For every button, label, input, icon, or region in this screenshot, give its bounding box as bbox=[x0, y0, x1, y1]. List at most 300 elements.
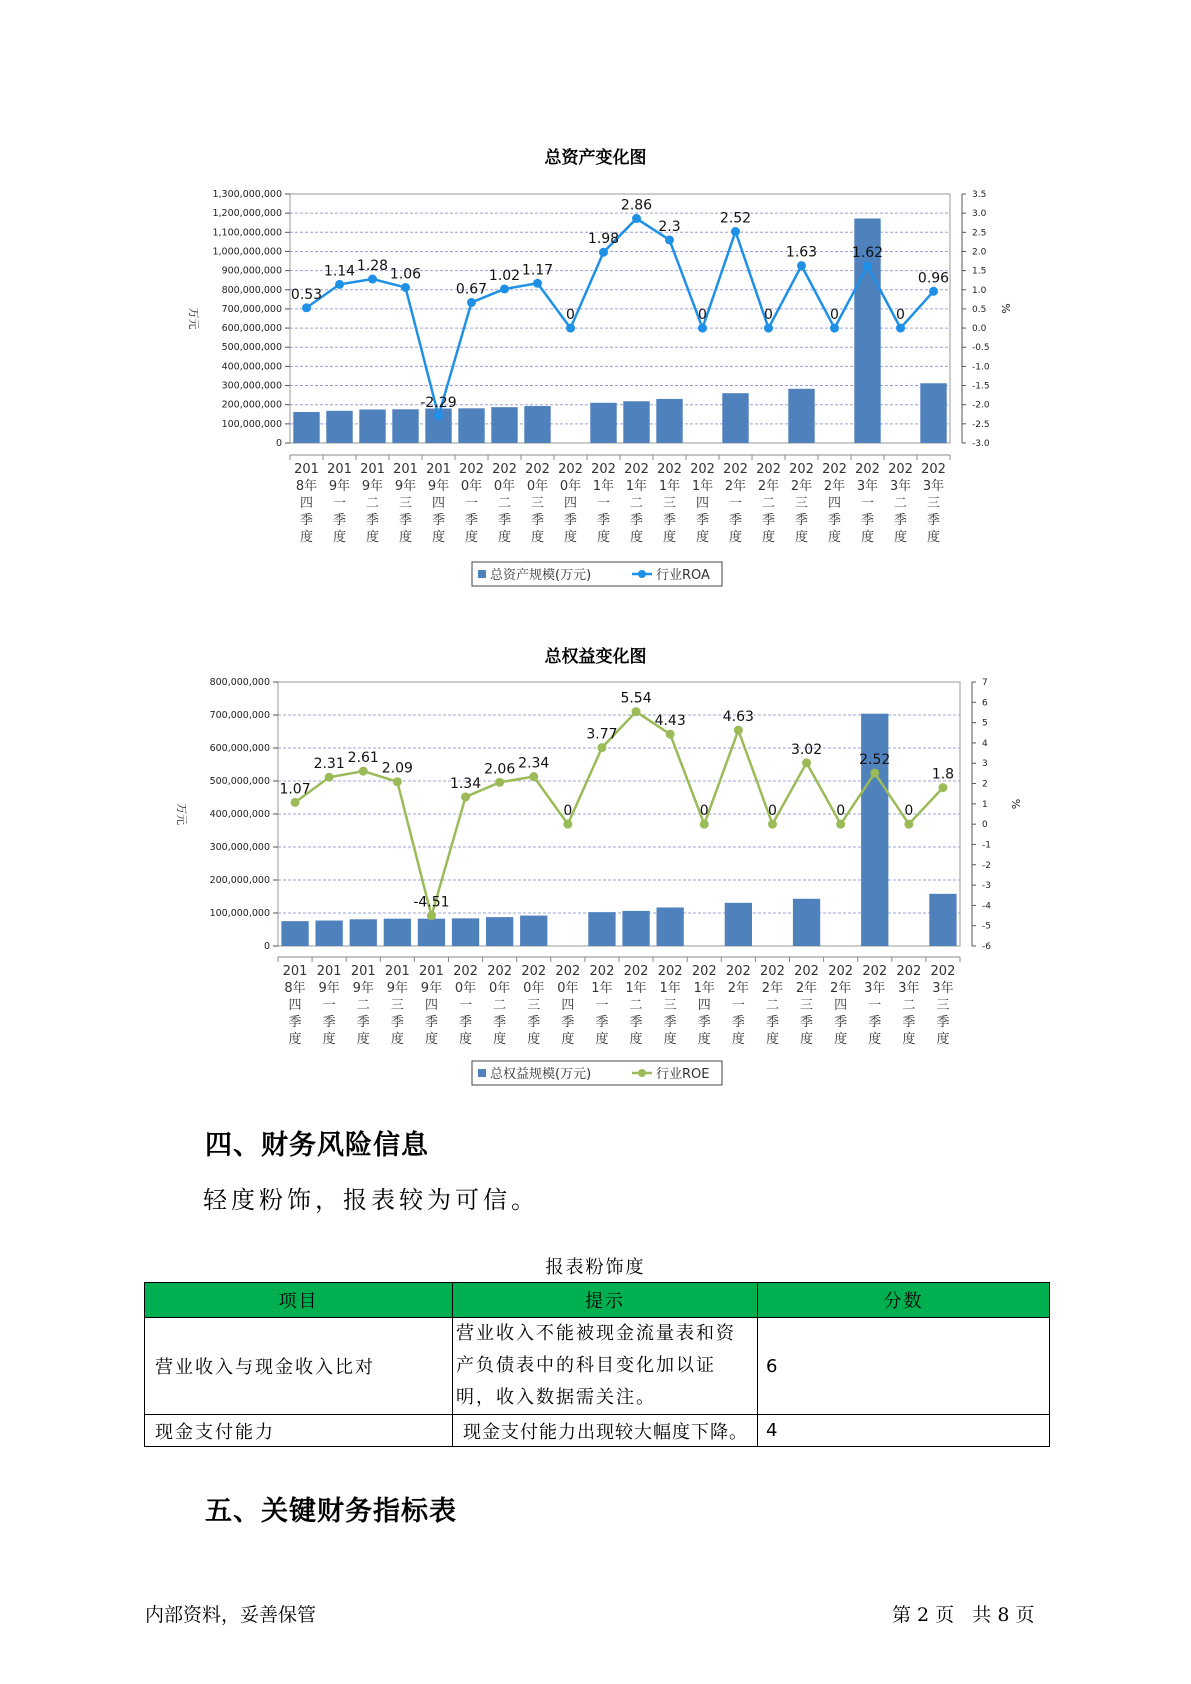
x-tick-label-line: 度 bbox=[424, 1032, 438, 1047]
y2-tick-label: 1.5 bbox=[972, 266, 987, 277]
bar bbox=[316, 921, 343, 946]
x-tick-label bbox=[590, 964, 615, 1047]
x-tick-label-line: 202 bbox=[888, 462, 913, 477]
x-tick-label-line: 季 bbox=[398, 513, 413, 528]
legend-bar-label: 总权益规模(万元) bbox=[490, 1067, 592, 1082]
data-label: 3.77 bbox=[586, 726, 618, 743]
x-tick-label-line: 201 bbox=[426, 462, 451, 477]
bar bbox=[920, 383, 946, 443]
bar bbox=[350, 919, 377, 946]
data-label: -2.29 bbox=[420, 394, 457, 411]
x-tick-label-line: 9年 bbox=[328, 479, 351, 494]
x-tick-label-line: 度 bbox=[288, 1032, 302, 1047]
y2-tick-label: -0.5 bbox=[972, 343, 990, 354]
y2-tick-label: -1 bbox=[982, 840, 991, 851]
x-tick-label-line: 202 bbox=[691, 964, 717, 979]
data-label: 1.14 bbox=[323, 263, 356, 280]
bar bbox=[524, 406, 550, 443]
line-point bbox=[302, 303, 311, 312]
line-point bbox=[495, 778, 504, 787]
x-tick-label-line: 四 bbox=[834, 998, 848, 1013]
x-tick-label-line: 202 bbox=[855, 462, 880, 477]
y-tick-label: 1,300,000,000 bbox=[212, 189, 282, 200]
y-tick-label: 500,000,000 bbox=[209, 776, 270, 787]
data-label: 2.09 bbox=[381, 760, 413, 777]
y-tick-label: 200,000,000 bbox=[209, 875, 270, 886]
y-axis-label: 万元 bbox=[175, 803, 188, 825]
x-tick-label-line: 季 bbox=[596, 513, 611, 528]
line-point bbox=[359, 767, 368, 776]
x-tick-label-line: 季 bbox=[493, 1015, 507, 1030]
data-label: 4.63 bbox=[722, 709, 754, 726]
data-label: 0 bbox=[767, 803, 777, 820]
line-point bbox=[597, 743, 606, 752]
x-tick-label-line: 季 bbox=[926, 513, 941, 528]
x-tick-label-line: 3年 bbox=[922, 479, 945, 494]
bar bbox=[929, 894, 956, 946]
row-item: 现金支付能力 bbox=[145, 1415, 453, 1447]
x-tick-label bbox=[317, 964, 342, 1047]
bar bbox=[657, 907, 684, 946]
data-label: 4.43 bbox=[654, 713, 686, 730]
x-tick-label-line: 季 bbox=[530, 513, 545, 528]
bar bbox=[392, 409, 418, 443]
y-tick-label: 800,000,000 bbox=[209, 677, 270, 688]
x-tick-label-line: 度 bbox=[926, 530, 941, 545]
x-tick-label-line: 季 bbox=[561, 1015, 575, 1030]
x-tick-label bbox=[624, 964, 649, 1047]
x-tick-label-line: 202 bbox=[690, 462, 715, 477]
line-point bbox=[836, 820, 845, 829]
y2-tick-label: -1.0 bbox=[972, 362, 990, 373]
x-tick-label-line: 四 bbox=[299, 496, 314, 511]
x-tick-label-line: 四 bbox=[561, 998, 575, 1013]
x-tick-label-line: 季 bbox=[459, 1015, 473, 1030]
line-point bbox=[797, 261, 806, 270]
x-tick-label-line: 度 bbox=[794, 530, 809, 545]
x-tick-label-line: 度 bbox=[332, 530, 347, 545]
x-tick-label-line: 2年 bbox=[724, 479, 747, 494]
line-point bbox=[632, 214, 641, 223]
x-tick-label-line: 3年 bbox=[898, 981, 920, 996]
x-tick-label-line: 四 bbox=[695, 496, 710, 511]
x-tick-label-line: 度 bbox=[765, 1032, 779, 1047]
risk-table bbox=[144, 1282, 1050, 1447]
line-point bbox=[291, 798, 300, 807]
section4-heading: 四、财务风险信息 bbox=[205, 1130, 429, 1161]
x-tick-label bbox=[862, 964, 887, 1047]
x-tick-label bbox=[385, 964, 410, 1047]
data-label: 1.8 bbox=[931, 766, 955, 783]
data-label: 5.54 bbox=[620, 690, 652, 707]
y2-tick-label: -3.0 bbox=[972, 439, 990, 449]
bar bbox=[793, 899, 820, 946]
y2-tick-label: 2.5 bbox=[972, 228, 987, 239]
x-tick-label-line: 1年 bbox=[592, 479, 615, 494]
line-point bbox=[563, 820, 572, 829]
x-tick-label-line: 度 bbox=[322, 1032, 336, 1047]
line-point bbox=[434, 411, 443, 420]
data-label: 1.28 bbox=[356, 258, 389, 275]
legend-line-marker bbox=[638, 1069, 646, 1077]
line-point bbox=[700, 820, 709, 829]
y2-tick-label: 1.0 bbox=[972, 285, 987, 296]
x-tick-label bbox=[760, 964, 785, 1047]
x-tick-label-line: 202 bbox=[828, 964, 854, 979]
x-tick-label-line: 202 bbox=[558, 462, 583, 477]
x-tick-label-line: 8年 bbox=[284, 981, 306, 996]
x-tick-label-line: 度 bbox=[629, 530, 644, 545]
bar bbox=[458, 408, 484, 443]
x-tick-label-line: 202 bbox=[487, 964, 513, 979]
x-tick-label-line: 季 bbox=[629, 513, 644, 528]
legend bbox=[472, 1061, 722, 1085]
x-tick-label-line: 9年 bbox=[420, 981, 443, 996]
x-tick-label-line: 1年 bbox=[625, 479, 648, 494]
y-tick-label: 400,000,000 bbox=[221, 361, 282, 373]
x-tick-label-line: 201 bbox=[327, 462, 352, 477]
line-point bbox=[768, 820, 777, 829]
x-tick-label-line: 202 bbox=[525, 462, 550, 477]
x-tick-label-line: 季 bbox=[765, 1015, 779, 1030]
line-point bbox=[632, 707, 641, 716]
x-tick-label-line: 度 bbox=[800, 1032, 814, 1047]
x-tick-label-line: 202 bbox=[723, 462, 748, 477]
line-point bbox=[929, 287, 938, 296]
x-tick-label-line: 0年 bbox=[557, 981, 579, 996]
x-tick-label-line: 四 bbox=[827, 496, 842, 511]
x-tick-label-line: 202 bbox=[453, 964, 478, 979]
x-tick-label-line: 度 bbox=[834, 1032, 848, 1047]
x-tick-label-line: 202 bbox=[657, 964, 683, 979]
y2-tick-label: 1 bbox=[982, 799, 988, 810]
x-tick-label-line: 季 bbox=[728, 513, 743, 528]
x-tick-label-line: 度 bbox=[299, 530, 314, 545]
line-point bbox=[731, 227, 740, 236]
data-label: 1.98 bbox=[587, 231, 620, 248]
table-row bbox=[145, 1318, 1050, 1415]
legend-line-label: 行业ROA bbox=[656, 568, 710, 583]
x-tick-label-line: 度 bbox=[530, 530, 545, 545]
y-tick-label: 600,000,000 bbox=[221, 323, 282, 335]
x-tick-label-line: 201 bbox=[350, 964, 376, 979]
x-tick-label-line: 季 bbox=[834, 1015, 848, 1030]
x-tick-label bbox=[360, 462, 385, 545]
x-tick-label-line: 3年 bbox=[932, 981, 954, 996]
x-tick-label bbox=[459, 462, 484, 545]
line-point bbox=[393, 777, 402, 786]
x-tick-label-line: 二 bbox=[765, 998, 779, 1013]
line-point bbox=[764, 324, 773, 333]
line-point bbox=[665, 235, 674, 244]
x-tick-label-line: 一 bbox=[464, 496, 479, 511]
y2-tick-label: -1.5 bbox=[972, 381, 990, 392]
x-tick-label-line: 202 bbox=[896, 964, 922, 979]
line-point bbox=[904, 820, 913, 829]
x-tick-label-line: 度 bbox=[827, 530, 842, 545]
x-tick-label-line: 三 bbox=[530, 496, 545, 511]
row-hint: 营业收入不能被现金流量表和资产负债表中的科目变化加以证明，收入数据需关注。 bbox=[453, 1318, 758, 1415]
x-tick-label-line: 季 bbox=[431, 513, 446, 528]
y-tick-label: 900,000,000 bbox=[221, 265, 282, 277]
x-tick-label bbox=[393, 462, 418, 545]
bar bbox=[418, 919, 445, 946]
bar bbox=[590, 403, 616, 443]
data-label: 2.52 bbox=[859, 751, 891, 768]
x-tick-label bbox=[690, 462, 715, 545]
header-score: 分数 bbox=[758, 1283, 1050, 1318]
x-tick-label-line: 度 bbox=[493, 1032, 507, 1047]
line-point bbox=[368, 275, 377, 284]
data-label: 2.86 bbox=[620, 197, 653, 214]
x-tick-label-line: 201 bbox=[393, 462, 418, 477]
x-tick-label-line: 度 bbox=[459, 1032, 473, 1047]
x-tick-label-line: 度 bbox=[596, 530, 611, 545]
y2-tick-label: 4 bbox=[982, 738, 988, 749]
x-tick-label-line: 度 bbox=[728, 530, 743, 545]
x-tick-label bbox=[294, 462, 319, 545]
x-tick-label bbox=[558, 462, 583, 545]
y-tick-label: 0 bbox=[275, 438, 282, 449]
row-score: 6 bbox=[758, 1318, 1050, 1415]
x-tick-label-line: 2年 bbox=[757, 479, 780, 494]
y-tick-label: 300,000,000 bbox=[221, 380, 282, 392]
legend-line-label: 行业ROE bbox=[656, 1067, 710, 1082]
x-tick-label-line: 三 bbox=[527, 998, 541, 1013]
data-label: 0 bbox=[566, 307, 575, 324]
x-tick-label-line: 2年 bbox=[790, 479, 813, 494]
x-tick-label-line: 2年 bbox=[727, 981, 749, 996]
y-tick-label: 500,000,000 bbox=[221, 342, 282, 354]
data-label: 0 bbox=[699, 803, 709, 820]
x-tick-label-line: 9年 bbox=[427, 479, 450, 494]
x-tick-label-line: 四 bbox=[697, 998, 711, 1013]
y2-tick-label: 0 bbox=[982, 820, 988, 831]
x-tick-label bbox=[723, 462, 748, 545]
x-tick-label bbox=[921, 462, 946, 545]
x-tick-label-line: 1年 bbox=[658, 479, 681, 494]
x-tick-label-line: 202 bbox=[624, 462, 649, 477]
x-tick-label bbox=[521, 964, 546, 1047]
x-tick-label-line: 201 bbox=[294, 462, 319, 477]
y2-tick-label: 6 bbox=[982, 698, 988, 709]
line-point bbox=[863, 262, 872, 271]
x-tick-label-line: 季 bbox=[902, 1015, 916, 1030]
x-tick-label-line: 一 bbox=[868, 998, 882, 1013]
x-tick-label-line: 三 bbox=[390, 998, 404, 1013]
data-label: 0 bbox=[830, 307, 839, 324]
x-tick-label-line: 202 bbox=[822, 462, 847, 477]
line-point bbox=[467, 298, 476, 307]
x-tick-label-line: 季 bbox=[299, 513, 314, 528]
data-label: 0 bbox=[764, 307, 773, 324]
y-tick-label: 800,000,000 bbox=[221, 284, 282, 296]
x-tick-label bbox=[726, 964, 751, 1047]
y-tick-label: 1,200,000,000 bbox=[212, 208, 282, 220]
y-tick-label: 400,000,000 bbox=[209, 809, 270, 820]
data-label: 2.34 bbox=[518, 755, 550, 772]
data-label: 0 bbox=[904, 803, 914, 820]
x-tick-label-line: 三 bbox=[663, 998, 677, 1013]
y2-tick-label: -2 bbox=[982, 860, 991, 871]
x-tick-label-line: 季 bbox=[695, 513, 710, 528]
x-tick-label-line: 度 bbox=[527, 1032, 541, 1047]
x-tick-label bbox=[419, 964, 444, 1047]
x-tick-label-line: 3年 bbox=[889, 479, 912, 494]
x-tick-label bbox=[794, 964, 819, 1047]
bar bbox=[622, 911, 649, 946]
x-tick-label-line: 202 bbox=[789, 462, 814, 477]
data-label: 0.67 bbox=[455, 281, 488, 298]
x-tick-label bbox=[492, 462, 517, 545]
x-tick-label-line: 202 bbox=[794, 964, 819, 979]
x-tick-label-line: 度 bbox=[561, 1032, 575, 1047]
header-hint: 提示 bbox=[453, 1283, 758, 1318]
x-tick-label bbox=[692, 964, 717, 1047]
line-point bbox=[566, 324, 575, 333]
line-point bbox=[335, 280, 344, 289]
x-tick-label-line: 二 bbox=[365, 496, 380, 511]
x-tick-label-line: 202 bbox=[459, 462, 484, 477]
bar bbox=[491, 407, 517, 443]
x-tick-label bbox=[487, 964, 512, 1047]
x-tick-label-line: 9年 bbox=[318, 981, 340, 996]
x-tick-label-line: 8年 bbox=[295, 479, 318, 494]
bar bbox=[281, 921, 308, 946]
x-tick-label-line: 202 bbox=[921, 462, 946, 477]
x-tick-label-line: 度 bbox=[662, 530, 677, 545]
x-tick-label-line: 季 bbox=[365, 513, 380, 528]
x-tick-label-line: 度 bbox=[695, 530, 710, 545]
x-tick-label-line: 度 bbox=[860, 530, 875, 545]
x-tick-label-line: 季 bbox=[893, 513, 908, 528]
x-tick-label bbox=[931, 964, 956, 1047]
x-tick-label bbox=[888, 462, 913, 545]
x-tick-label-line: 季 bbox=[794, 513, 809, 528]
x-tick-label-line: 0年 bbox=[559, 479, 582, 494]
data-label: 1.07 bbox=[279, 781, 311, 798]
x-tick-label-line: 3年 bbox=[864, 981, 886, 996]
y-tick-label: 600,000,000 bbox=[209, 743, 270, 754]
x-tick-label bbox=[624, 462, 649, 545]
x-tick-label-line: 二 bbox=[497, 496, 512, 511]
x-tick-label-line: 2年 bbox=[830, 981, 852, 996]
line-point bbox=[896, 324, 905, 333]
x-tick-label-line: 一 bbox=[595, 998, 609, 1013]
legend-bar-label: 总资产规模(万元) bbox=[490, 568, 592, 583]
x-tick-label-line: 季 bbox=[662, 513, 677, 528]
x-tick-label-line: 度 bbox=[390, 1032, 404, 1047]
x-tick-label-line: 一 bbox=[332, 496, 347, 511]
x-tick-label-line: 9年 bbox=[394, 479, 417, 494]
y-tick-label: 300,000,000 bbox=[209, 842, 270, 853]
x-tick-label-line: 季 bbox=[663, 1015, 677, 1030]
x-tick-label-line: 三 bbox=[800, 998, 814, 1013]
x-tick-label-line: 一 bbox=[728, 496, 743, 511]
x-tick-label-line: 202 bbox=[760, 964, 785, 979]
total-assets-chart bbox=[0, 175, 1191, 635]
row-hint: 现金支付能力出现较大幅度下降。 bbox=[453, 1415, 758, 1447]
legend-bar-swatch bbox=[478, 570, 486, 578]
x-tick-label-line: 度 bbox=[464, 530, 479, 545]
x-tick-label-line: 9年 bbox=[386, 981, 408, 996]
x-tick-label-line: 季 bbox=[563, 513, 578, 528]
x-tick-label bbox=[327, 462, 352, 545]
y-tick-label: 100,000,000 bbox=[221, 418, 282, 430]
data-label: 2.31 bbox=[313, 756, 345, 773]
x-tick-label-line: 二 bbox=[629, 998, 643, 1013]
x-tick-label-line: 1年 bbox=[659, 981, 681, 996]
bar bbox=[293, 412, 319, 443]
x-tick-label-line: 季 bbox=[697, 1015, 711, 1030]
x-tick-label-line: 季 bbox=[288, 1015, 302, 1030]
y-tick-label: 700,000,000 bbox=[221, 303, 282, 315]
chart1-title: 总资产变化图 bbox=[544, 148, 647, 168]
x-tick-label bbox=[351, 964, 376, 1047]
x-tick-label-line: 202 bbox=[930, 964, 956, 979]
x-tick-label-line: 度 bbox=[902, 1032, 916, 1047]
data-label: -4.51 bbox=[413, 894, 450, 911]
x-tick-label-line: 度 bbox=[663, 1032, 677, 1047]
x-tick-label-line: 201 bbox=[282, 964, 308, 979]
x-tick-label bbox=[525, 462, 550, 545]
y-tick-label: 700,000,000 bbox=[209, 710, 270, 721]
y-tick-label: 100,000,000 bbox=[209, 908, 270, 919]
x-tick-label-line: 三 bbox=[926, 496, 941, 511]
line-point bbox=[802, 758, 811, 767]
bar bbox=[725, 903, 752, 946]
data-label: 0 bbox=[563, 803, 573, 820]
y2-tick-label: -2.5 bbox=[972, 419, 990, 430]
line-point bbox=[529, 772, 538, 781]
x-tick-label bbox=[283, 964, 308, 1047]
x-tick-label-line: 2年 bbox=[823, 479, 846, 494]
risk-table-caption: 报表粉饰度 bbox=[545, 1257, 646, 1278]
data-label: 0.53 bbox=[290, 286, 323, 303]
legend-line-marker bbox=[638, 570, 646, 578]
x-tick-label-line: 202 bbox=[756, 462, 781, 477]
data-label: 3.02 bbox=[790, 741, 823, 758]
bar bbox=[520, 916, 547, 946]
row-score: 4 bbox=[758, 1415, 1050, 1447]
line-point bbox=[599, 248, 608, 257]
x-tick-label bbox=[828, 964, 853, 1047]
bar bbox=[452, 918, 479, 946]
bar bbox=[722, 393, 748, 443]
line-point bbox=[666, 730, 675, 739]
x-tick-label bbox=[896, 964, 921, 1047]
section4-text: 轻度粉饰，报表较为可信。 bbox=[203, 1186, 539, 1214]
x-tick-label-line: 1年 bbox=[693, 981, 715, 996]
line-point bbox=[401, 283, 410, 292]
x-tick-label-line: 度 bbox=[868, 1032, 882, 1047]
bar bbox=[588, 912, 615, 946]
x-tick-label-line: 201 bbox=[316, 964, 342, 979]
x-tick-label-line: 四 bbox=[288, 998, 302, 1013]
line-point bbox=[938, 783, 947, 792]
data-label: 0.96 bbox=[917, 270, 950, 287]
y2-tick-label: 0.5 bbox=[972, 304, 987, 315]
x-tick-label-line: 1年 bbox=[625, 981, 647, 996]
x-tick-label-line: 0年 bbox=[493, 479, 516, 494]
bar bbox=[623, 401, 649, 443]
x-tick-label-line: 0年 bbox=[523, 981, 545, 996]
bar bbox=[326, 411, 352, 443]
y2-tick-label: 3 bbox=[982, 759, 988, 770]
x-tick-label-line: 季 bbox=[464, 513, 479, 528]
data-label: 2.06 bbox=[484, 761, 516, 778]
x-tick-label-line: 三 bbox=[398, 496, 413, 511]
